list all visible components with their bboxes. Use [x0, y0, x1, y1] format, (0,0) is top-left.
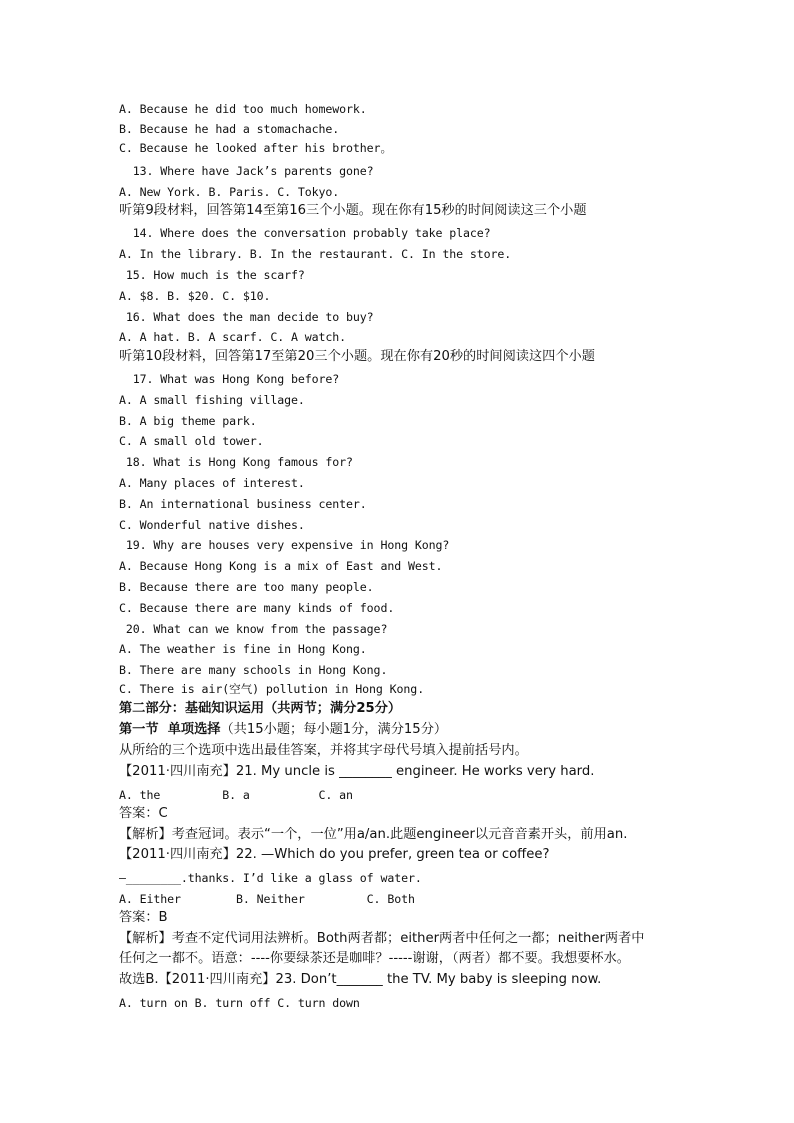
q19-option-c: C. Because there are many kinds of food.: [119, 601, 395, 615]
section-one-heading: 第一节 单项选择: [119, 722, 221, 737]
q12-option-c: C. Because he looked after his brother。: [119, 141, 392, 155]
q13-options: A. New York. B. Paris. C. Tokyo.: [119, 185, 340, 199]
q19-option-a: A. Because Hong Kong is a mix of East and West.: [119, 559, 443, 573]
q20-option-c: C. There is air(空气) pollution in Hong Kong.: [119, 682, 425, 696]
q20-option-a: A. The weather is fine in Hong Kong.: [119, 642, 367, 656]
question-15: 15. How much is the scarf?: [119, 268, 305, 282]
q18-option-a: A. Many places of interest.: [119, 476, 305, 490]
question-17: 17. What was Hong Kong before?: [119, 372, 340, 386]
q21-answer: 答案：C: [119, 806, 168, 821]
question-22: 【2011·四川南充】22. —Which do you prefer, green tea or coffee?: [119, 847, 550, 862]
q12-option-a: A. Because he did too much homework.: [119, 102, 367, 116]
question-18: 18. What is Hong Kong famous for?: [119, 455, 353, 469]
section-one-note: （共15小题；每小题1分，满分15分）: [220, 722, 448, 737]
q17-option-c: C. A small old tower.: [119, 434, 264, 448]
section-instruction-10: 听第10段材料，回答第17至第20三个小题。现在你有20秒的时间阅读这四个小题: [119, 349, 595, 364]
question-20: 20. What can we know from the passage?: [119, 622, 388, 636]
question-19: 19. Why are houses very expensive in Hong Kong?: [119, 538, 450, 552]
question-21: 【2011·四川南充】21. My uncle is ________ engineer. He works very hard.: [119, 764, 595, 779]
q17-option-b: B. A big theme park.: [119, 414, 257, 428]
question-13: 13. Where have Jack’s parents gone?: [119, 164, 374, 178]
question-16: 16. What does the man decide to buy?: [119, 310, 374, 324]
q16-options: A. A hat. B. A scarf. C. A watch.: [119, 330, 347, 344]
q22-dialogue: —________.thanks. I’d like a glass of water.: [119, 871, 422, 885]
q14-options: A. In the library. B. In the restaurant. C. In the store.: [119, 247, 512, 261]
q12-option-b: B. Because he had a stomachache.: [119, 122, 340, 136]
q22-analysis-1: 【解析】考查不定代词用法辨析。Both两者都；either两者中任何之一都；neither两者中: [119, 931, 645, 946]
q21-options: A. the B. a C. an: [119, 788, 353, 802]
question-23: 故选B.【2011·四川南充】23. Don’t_______ the TV. My baby is sleeping now.: [119, 972, 602, 987]
q22-analysis-2: 任何之一都不。语意：----你要绿茶还是咖啡？-----谢谢，（两者）都不要。我想要杯水。: [119, 951, 630, 966]
section-one-heading-line: [119, 723, 447, 736]
q22-answer: 答案：B: [119, 910, 168, 925]
q21-analysis: 【解析】考查冠词。表示“一个，一位”用a/an.此题engineer以元音音素开头，前用an.: [119, 827, 628, 842]
section-one-directions: 从所给的三个选项中选出最佳答案，并将其字母代号填入提前括号内。: [119, 743, 528, 758]
section-instruction-9: 听第9段材料，回答第14至第16三个小题。现在你有15秒的时间阅读这三个小题: [119, 203, 587, 218]
q18-option-c: C. Wonderful native dishes.: [119, 518, 305, 532]
q20-option-b: B. There are many schools in Hong Kong.: [119, 663, 388, 677]
q19-option-b: B. Because there are too many people.: [119, 580, 374, 594]
part-two-heading: 第二部分：基础知识运用（共两节；满分25分）: [119, 701, 402, 716]
question-14: 14. Where does the conversation probably take place?: [119, 226, 491, 240]
q23-options: A. turn on B. turn off C. turn down: [119, 996, 360, 1010]
q15-options: A. $8. B. $20. C. $10.: [119, 289, 271, 303]
q22-options: A. Either B. Neither C. Both: [119, 892, 415, 906]
q17-option-a: A. A small fishing village.: [119, 393, 305, 407]
q18-option-b: B. An international business center.: [119, 497, 367, 511]
